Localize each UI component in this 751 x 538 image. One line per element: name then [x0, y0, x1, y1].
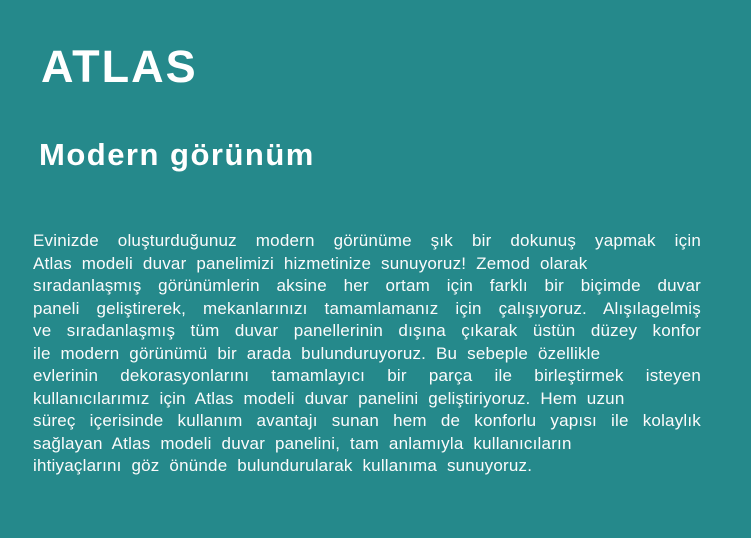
paragraph-line: ile modern görünümü bir arada bulunduruyoruz. Bu sebeple özellikle: [33, 343, 601, 363]
paragraph-line: evlerinin dekorasyonlarını tamamlayıcı bir parça ile birleştirmek isteyen: [33, 366, 701, 385]
description-paragraph: [33, 230, 701, 478]
paragraph-line: kullanıcılarımız için Atlas modeli duvar panelini geliştiriyoruz. Hem uzun: [33, 388, 625, 408]
paragraph-line: ve sıradanlaşmış tüm duvar panellerinin dışına çıkarak üstün düzey konfor: [33, 321, 701, 340]
paragraph-line: sıradanlaşmış görünümlerin aksine her ortam için farklı bir biçimde duvar: [33, 276, 701, 295]
page-subtitle: Modern görünüm: [39, 137, 315, 172]
paragraph-line: ihtiyaçlarını göz önünde bulundurularak kullanıma sunuyoruz.: [33, 456, 533, 475]
paragraph-line: Atlas modeli duvar panelimizi hizmetinize sunuyoruz! Zemod olarak: [33, 253, 588, 273]
paragraph-line: süreç içerisinde kullanım avantajı sunan hem de konforlu yapısı ile kolaylık: [33, 411, 701, 430]
page-title: ATLAS: [41, 41, 198, 92]
paragraph-line: Evinizde oluşturduğunuz modern görünüme şık bir dokunuş yapmak için: [33, 231, 701, 250]
paragraph-line: sağlayan Atlas modeli duvar panelini, tam anlamıyla kullanıcıların: [33, 433, 572, 453]
paragraph-line: paneli geliştirerek, mekanlarınızı tamamlamanız için çalışıyoruz. Alışılagelmiş: [33, 298, 701, 318]
